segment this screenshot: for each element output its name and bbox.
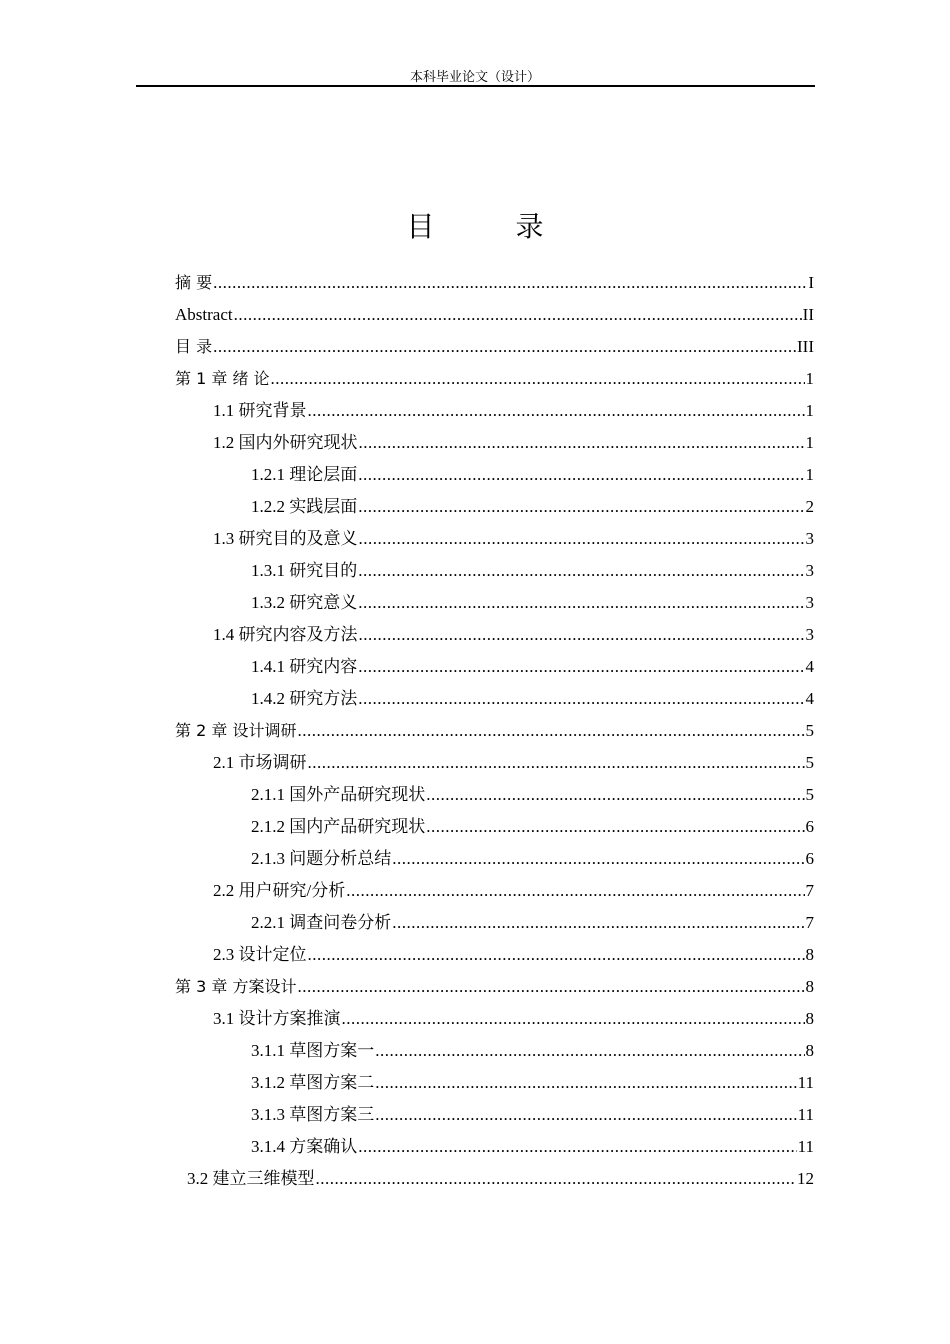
toc-entry-label: 2.1.1 国外产品研究现状 bbox=[251, 785, 426, 804]
toc-entry[interactable] bbox=[175, 334, 814, 360]
dot-leader bbox=[359, 622, 805, 648]
toc-entry[interactable] bbox=[213, 1006, 814, 1032]
dot-leader bbox=[297, 718, 804, 744]
dot-leader bbox=[375, 1038, 804, 1064]
toc-entry-label: 2.2.1 调查问卷分析 bbox=[251, 913, 392, 932]
toc-entry-label: 2.1.2 国内产品研究现状 bbox=[251, 817, 426, 836]
toc-entry-page: 3 bbox=[805, 625, 814, 644]
toc-entry-label: 第 2 章 设计调研 bbox=[175, 721, 297, 740]
dot-leader bbox=[358, 686, 804, 712]
toc-entry[interactable] bbox=[175, 974, 814, 1000]
dot-leader bbox=[316, 1166, 797, 1192]
toc-entry-label: 1.4.2 研究方法 bbox=[251, 689, 358, 708]
dot-leader bbox=[308, 942, 805, 968]
toc-entry-page: 8 bbox=[805, 1009, 814, 1028]
toc-entry[interactable] bbox=[251, 494, 814, 520]
toc-entry-label: 2.2 用户研究/分析 bbox=[213, 881, 346, 900]
toc-entry-label: 第 3 章 方案设计 bbox=[175, 977, 297, 996]
dot-leader bbox=[359, 526, 805, 552]
dot-leader bbox=[308, 398, 805, 424]
toc-entry-label: 3.1.1 草图方案一 bbox=[251, 1041, 375, 1060]
toc-entry-page: 5 bbox=[805, 721, 814, 740]
toc-entry-label: 2.1.3 问题分析总结 bbox=[251, 849, 392, 868]
toc-entry[interactable] bbox=[251, 686, 814, 712]
toc-entry-label: 1.3 研究目的及意义 bbox=[213, 529, 358, 548]
dot-leader bbox=[358, 590, 804, 616]
toc-entry[interactable] bbox=[213, 878, 814, 904]
toc-entry-page: 1 bbox=[805, 433, 814, 452]
toc-entry[interactable] bbox=[251, 654, 814, 680]
running-header: 本科毕业论文（设计） bbox=[409, 70, 540, 85]
toc-entry-page: 2 bbox=[805, 497, 814, 516]
dot-leader bbox=[392, 846, 804, 872]
toc-entry-label: 摘 要 bbox=[175, 273, 213, 292]
toc-entry-page: 4 bbox=[805, 689, 814, 708]
toc-entry[interactable] bbox=[213, 526, 814, 552]
dot-leader bbox=[342, 1006, 805, 1032]
toc-entry-page: III bbox=[797, 337, 814, 356]
toc-entry-page: 1 bbox=[805, 369, 814, 388]
toc-entry-page: 11 bbox=[797, 1073, 814, 1092]
toc-entry[interactable] bbox=[175, 366, 814, 392]
dot-leader bbox=[392, 910, 804, 936]
dot-leader bbox=[426, 814, 804, 840]
dot-leader bbox=[375, 1102, 796, 1128]
toc-entry-page: 5 bbox=[805, 753, 814, 772]
toc-entry[interactable] bbox=[251, 1102, 814, 1128]
toc-entry-page: 6 bbox=[805, 817, 814, 836]
toc-entry-label: 2.1 市场调研 bbox=[213, 753, 307, 772]
dot-leader bbox=[297, 974, 804, 1000]
toc-entry[interactable] bbox=[213, 750, 814, 776]
toc-entry-page: 12 bbox=[797, 1169, 814, 1188]
dot-leader bbox=[346, 878, 804, 904]
toc-title: 目 录 bbox=[406, 210, 580, 243]
toc-entry-page: 8 bbox=[805, 977, 814, 996]
dot-leader bbox=[359, 430, 805, 456]
dot-leader bbox=[234, 302, 802, 328]
toc-entry-page: II bbox=[802, 305, 814, 324]
dot-leader bbox=[358, 558, 804, 584]
toc-entry-page: 5 bbox=[805, 785, 814, 804]
toc-entry[interactable] bbox=[213, 430, 814, 456]
header-rule bbox=[136, 85, 815, 87]
dot-leader bbox=[308, 750, 805, 776]
toc-entry[interactable] bbox=[251, 782, 814, 808]
toc-entry[interactable] bbox=[213, 398, 814, 424]
toc-entry-label: 1.4.1 研究内容 bbox=[251, 657, 358, 676]
toc-entry-label: 3.1.4 方案确认 bbox=[251, 1137, 358, 1156]
toc-entry[interactable] bbox=[175, 302, 814, 328]
toc-entry-page: 7 bbox=[805, 881, 814, 900]
toc-entry[interactable] bbox=[251, 590, 814, 616]
dot-leader bbox=[358, 1134, 796, 1160]
dot-leader bbox=[213, 334, 796, 360]
toc-entry-page: 8 bbox=[805, 945, 814, 964]
toc-entry-label: 第 1 章 绪 论 bbox=[175, 369, 270, 388]
dot-leader bbox=[426, 782, 804, 808]
toc-entry[interactable] bbox=[251, 462, 814, 488]
dot-leader bbox=[375, 1070, 796, 1096]
toc-entry[interactable] bbox=[251, 814, 814, 840]
toc-entry-page: 3 bbox=[805, 593, 814, 612]
toc-entry-label: 1.3.1 研究目的 bbox=[251, 561, 358, 580]
toc-entry-label: 1.2 国内外研究现状 bbox=[213, 433, 358, 452]
toc-entry-page: 3 bbox=[805, 529, 814, 548]
toc-entry[interactable] bbox=[213, 942, 814, 968]
toc-entry-label: 1.3.2 研究意义 bbox=[251, 593, 358, 612]
dot-leader bbox=[213, 270, 807, 296]
toc-entry-label: 3.1.2 草图方案二 bbox=[251, 1073, 375, 1092]
toc-entry[interactable] bbox=[251, 1038, 814, 1064]
toc-entry[interactable] bbox=[251, 1070, 814, 1096]
toc-entry-page: I bbox=[808, 273, 814, 292]
toc-entry-label: 1.4 研究内容及方法 bbox=[213, 625, 358, 644]
toc-entry-label: 2.3 设计定位 bbox=[213, 945, 307, 964]
toc-entry-label: 1.2.1 理论层面 bbox=[251, 465, 358, 484]
toc-entry[interactable] bbox=[213, 622, 814, 648]
toc-entry-page: 6 bbox=[805, 849, 814, 868]
toc-entry-label: 1.2.2 实践层面 bbox=[251, 497, 358, 516]
toc-entry-label: 目 录 bbox=[175, 337, 213, 356]
toc-entry[interactable] bbox=[251, 1134, 814, 1160]
toc-entry[interactable] bbox=[175, 270, 814, 296]
toc-entry-page: 11 bbox=[797, 1137, 814, 1156]
toc-entry-page: 1 bbox=[805, 465, 814, 484]
dot-leader bbox=[358, 494, 804, 520]
toc-entry-page: 8 bbox=[805, 1041, 814, 1060]
toc-entry-page: 4 bbox=[805, 657, 814, 676]
dot-leader bbox=[271, 366, 805, 392]
toc-entry[interactable] bbox=[175, 718, 814, 744]
dot-leader bbox=[358, 654, 804, 680]
toc-entry-label: 1.1 研究背景 bbox=[213, 401, 307, 420]
toc-entry[interactable] bbox=[251, 846, 814, 872]
toc-entry[interactable] bbox=[251, 910, 814, 936]
dot-leader bbox=[358, 462, 804, 488]
toc-entry-page: 1 bbox=[805, 401, 814, 420]
toc-entry-label: 3.2 建立三维模型 bbox=[187, 1169, 315, 1188]
toc-entry-label: Abstract bbox=[175, 305, 233, 324]
toc-entry-label: 3.1.3 草图方案三 bbox=[251, 1105, 375, 1124]
toc-entry-page: 3 bbox=[805, 561, 814, 580]
toc-entry-page: 7 bbox=[805, 913, 814, 932]
toc-entry-page: 11 bbox=[797, 1105, 814, 1124]
toc-entry[interactable] bbox=[187, 1166, 814, 1192]
toc-entry[interactable] bbox=[251, 558, 814, 584]
toc-entry-label: 3.1 设计方案推演 bbox=[213, 1009, 341, 1028]
